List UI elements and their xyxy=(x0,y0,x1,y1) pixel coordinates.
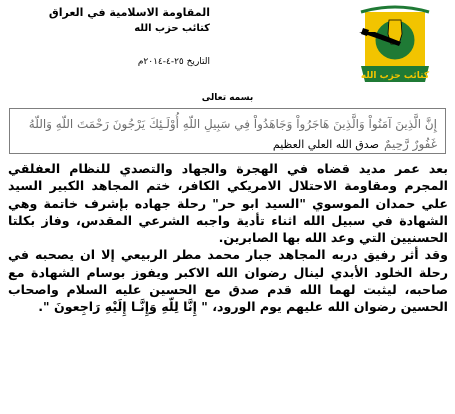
body-paragraph-1: بعد عمر مديد قضاه في الهجرة والجهاد والتصدي للنظام العفلقي المجرم ومقاومة الاحتلال الامريكي الكافر، ختم المجاهد الكبير السيد علي حمدان الموسوي "السيد ابو حر" رحلة جهاده بإشرف خاتمة وهي الشهادة في سبيل الله اثناء تأدية واجبه الشرعي المقدس، وفاز بكلتا الحسنيين التي وعد الله بها الصابرين. xyxy=(8,161,448,246)
statement-body xyxy=(8,160,448,316)
basmala-heading: بسمه تعالى xyxy=(201,93,254,103)
organization-name: المقاومة الاسلامية في العراق xyxy=(48,6,210,19)
body-paragraph-2: وقد أثر رفيق دربه المجاهد جبار محمد مطر الربيعي إلا ان يصحبه في رحلة الخلود الأبدي لينال رضوان الله الاكبر ويفوز بوسام الشهادة مع صاحبه، ليثبت لهما الله قدم صدق مع الحسين عليه السلام واصحاب الحسين رضوان الله عليهم يوم الورود، " إِنَّا لِلّهِ وَإِنَّـا إِلَيْهِ رَاجِعونَ ". xyxy=(8,247,448,315)
organization-subtitle: كتائب حزب الله xyxy=(134,23,210,34)
quran-verse-box xyxy=(9,108,446,154)
organization-logo xyxy=(355,4,435,92)
verse-closing: صدق الله العلي العظيم xyxy=(272,138,379,151)
date-line: التاريخ ٢٥-٤-٢٠١٤م xyxy=(137,57,210,67)
quran-verse-text: إِنَّ الَّذِينَ آمَنُواْ وَالَّذِينَ هَاجَرُواْ وَجَاهَدُواْ فِي سَبِيلِ اللّهِ أُوْلَـئِكَ يَرْجُونَ رَحْمَتَ اللّهِ وَاللّهُ غَفُورٌ رَّحِيمٌ xyxy=(28,117,437,151)
header-block xyxy=(10,4,210,84)
logo-text: كتائب حزب الله xyxy=(360,71,430,81)
